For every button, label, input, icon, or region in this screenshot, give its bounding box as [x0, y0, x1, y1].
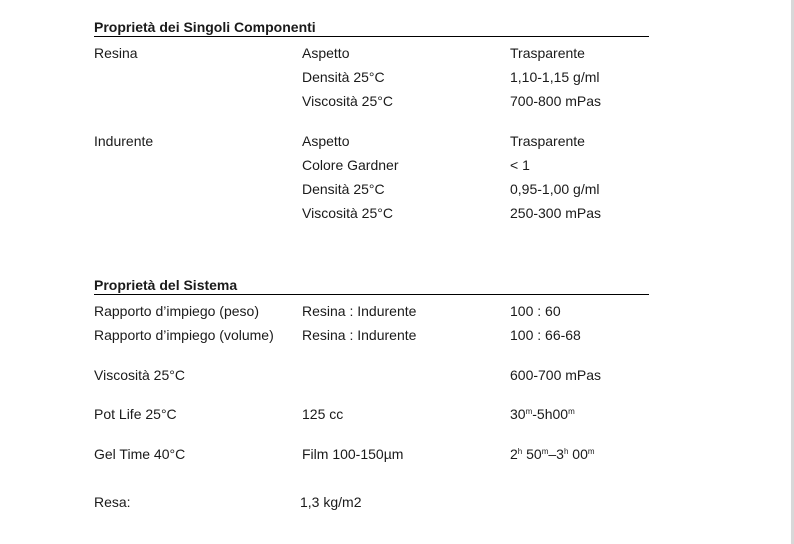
resa-label: Resa:	[94, 494, 131, 510]
resina-label: Resina	[94, 45, 138, 61]
pot-life-condition: 125 cc	[302, 406, 344, 422]
gel-time-value: 2$^h$ 50$^m$–3$^h$ 00$^m$	[510, 446, 595, 462]
resina-densita-value: 1,10-1,15 g/ml	[510, 69, 600, 85]
indurente-aspetto-label: Aspetto	[302, 133, 350, 149]
pot-life-value: 30$^m$-5h00$^m$	[510, 406, 575, 422]
indurente-densita-value: 0,95-1,00 g/ml	[510, 181, 600, 197]
pot-life-label: Pot Life 25°C	[94, 406, 177, 422]
rapporto-peso-condition: Resina : Indurente	[302, 303, 417, 319]
resa-value: 1,3 kg/m2	[300, 494, 362, 510]
rapporto-peso-label: Rapporto d’impiego (peso)	[94, 303, 259, 319]
indurente-viscosita-label: Viscosità 25°C	[302, 205, 393, 221]
indurente-densita-label: Densità 25°C	[302, 181, 385, 197]
indurente-aspetto-value: Trasparente	[510, 133, 585, 149]
components-title-rule	[94, 36, 649, 37]
rapporto-peso-value: 100 : 60	[510, 303, 561, 319]
viscosita-sistema-label: Viscosità 25°C	[94, 367, 185, 383]
resina-viscosita-label: Viscosità 25°C	[302, 93, 393, 109]
rapporto-volume-label: Rapporto d’impiego (volume)	[94, 327, 274, 343]
gel-time-label: Gel Time 40°C	[94, 446, 186, 462]
system-title-rule	[94, 294, 649, 295]
indurente-viscosita-value: 250-300 mPas	[510, 205, 602, 221]
viscosita-sistema-value: 600-700 mPas	[510, 367, 602, 383]
rapporto-volume-value: 100 : 66-68	[510, 327, 581, 343]
indurente-label: Indurente	[94, 133, 154, 149]
indurente-colore-value: < 1	[510, 157, 530, 173]
components-section-title: Proprietà dei Singoli Componenti	[94, 19, 316, 35]
system-section-title: Proprietà del Sistema	[94, 277, 238, 293]
rapporto-volume-condition: Resina : Indurente	[302, 327, 417, 343]
resina-aspetto-value: Trasparente	[510, 45, 585, 61]
resina-densita-label: Densità 25°C	[302, 69, 385, 85]
indurente-colore-label: Colore Gardner	[302, 157, 399, 173]
resina-aspetto-label: Aspetto	[302, 45, 350, 61]
resina-viscosita-value: 700-800 mPas	[510, 93, 602, 109]
gel-time-condition: Film 100-150µm	[302, 446, 404, 462]
